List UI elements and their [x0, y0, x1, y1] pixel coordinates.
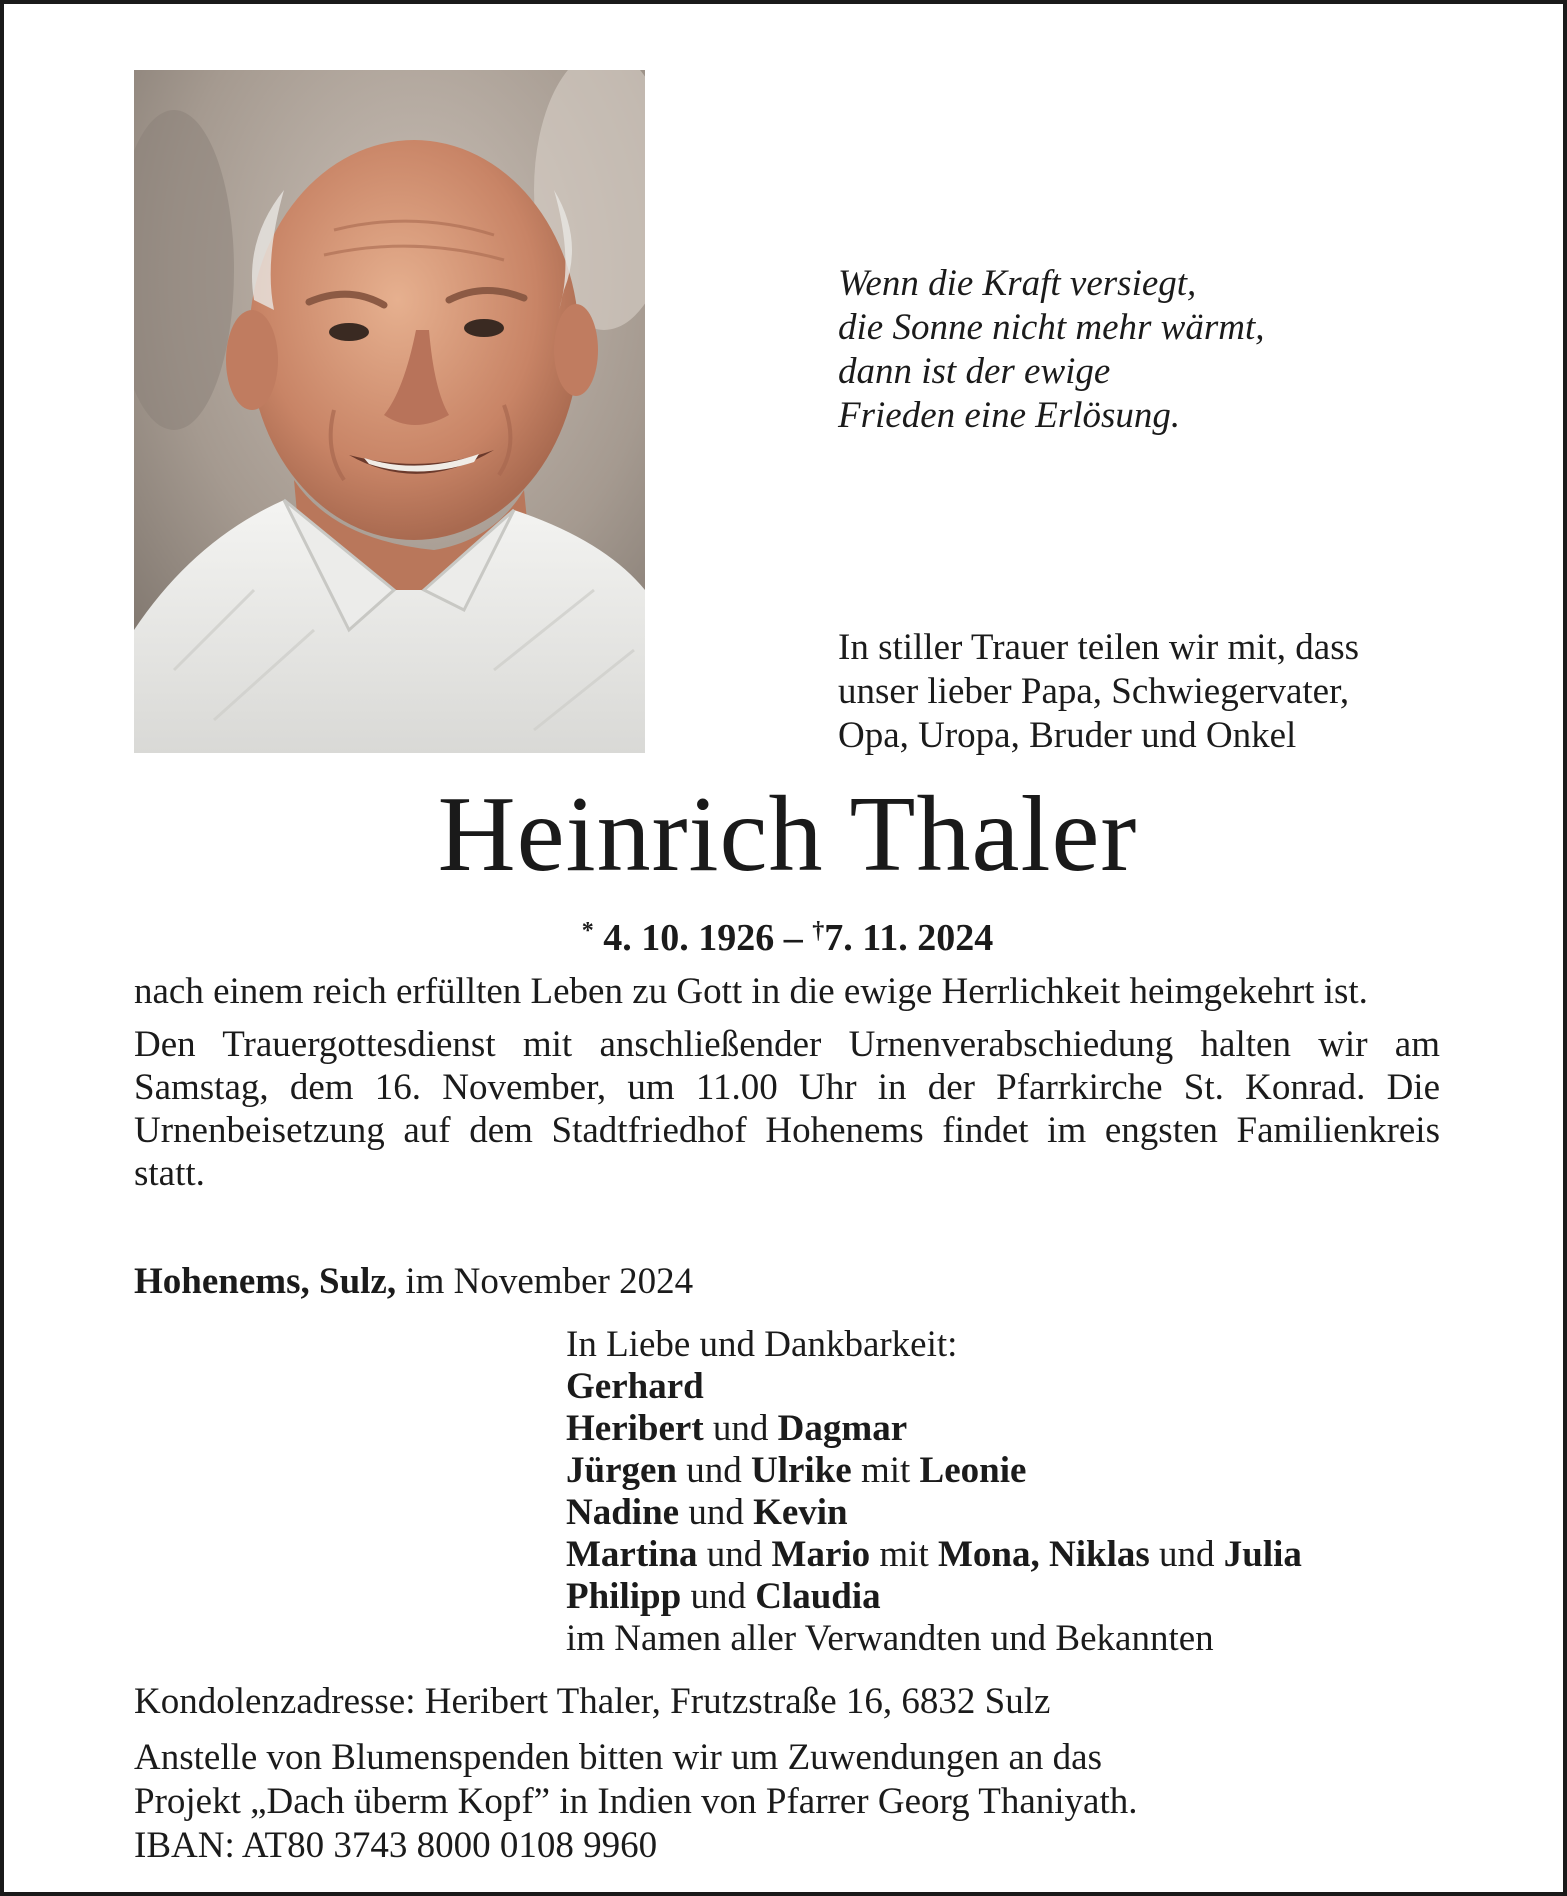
- donation-iban: IBAN: AT80 3743 8000 0108 9960: [134, 1825, 658, 1866]
- family-member-name: Julia: [1223, 1534, 1302, 1575]
- family-connector: und: [697, 1534, 772, 1575]
- family-member-name: Dagmar: [777, 1408, 908, 1449]
- family-heading: In Liebe und Dankbarkeit:: [566, 1324, 958, 1365]
- family-line: [566, 1366, 1302, 1408]
- poem-line: Frieden eine Erlösung.: [838, 395, 1181, 436]
- poem-line: dann ist der ewige: [838, 351, 1111, 392]
- deceased-name: Heinrich Thaler: [437, 775, 1138, 894]
- family-line: [566, 1492, 1302, 1534]
- family-line: [566, 1576, 1302, 1618]
- donation-request: [134, 1736, 1138, 1868]
- family-line: [566, 1408, 1302, 1450]
- family-connector: und: [677, 1450, 751, 1491]
- intro-text: [838, 626, 1498, 758]
- family-connector: und: [703, 1408, 778, 1449]
- poem-line: Wenn die Kraft versiegt,: [838, 263, 1197, 304]
- date-separator: –: [783, 917, 803, 959]
- body-paragraph: Den Trauergottesdienst mit anschließender Urnenverabschiedung halten wir am Samstag, dem 16. November, um 11.00 Uhr in der Pfarrkirche St. Konrad. Die Urnenbeisetzung auf dem Stadtfriedhof Hohenems findet im engsten Familienkreis statt.: [134, 1024, 1440, 1194]
- portrait-photo: [134, 70, 645, 753]
- family-member-name: Martina: [566, 1534, 698, 1575]
- intro-line: unser lieber Papa, Schwiegervater,: [838, 671, 1350, 712]
- family-connector: und: [1149, 1534, 1224, 1575]
- portrait-image: [134, 70, 645, 753]
- family-line: [566, 1534, 1302, 1576]
- donation-line: Projekt „Dach überm Kopf” in Indien von Pfarrer Georg Thaniyath.: [134, 1781, 1138, 1822]
- death-symbol: †: [812, 918, 825, 944]
- family-connector: mit: [870, 1534, 938, 1575]
- death-date: 7. 11. 2024: [824, 917, 994, 959]
- intro-line: Opa, Uropa, Bruder und Onkel: [838, 715, 1297, 756]
- family-member-name: Ulrike: [751, 1450, 852, 1491]
- family-lines: [566, 1366, 1302, 1618]
- poem: [838, 262, 1478, 438]
- family-member-name: Gerhard: [566, 1366, 704, 1407]
- birth-symbol: *: [581, 918, 594, 944]
- family-connector: und: [681, 1576, 756, 1617]
- poem-line: die Sonne nicht mehr wärmt,: [838, 307, 1265, 348]
- family-connector: und: [679, 1492, 754, 1533]
- birth-date: 4. 10. 1926: [603, 917, 775, 959]
- family-closing: im Namen aller Verwandten und Bekannten: [566, 1618, 1214, 1659]
- family-member-name: Leonie: [919, 1450, 1027, 1491]
- family-member-name: Claudia: [755, 1576, 881, 1617]
- life-dates: [4, 907, 1567, 962]
- place-date-line: [134, 1260, 693, 1304]
- condolence-address: Kondolenzadresse: Heribert Thaler, Frutzstraße 16, 6832 Sulz: [134, 1681, 1051, 1722]
- announcement-body: [134, 970, 1440, 1205]
- family-member-name: Nadine: [566, 1492, 680, 1533]
- family-signatures: [566, 1324, 1302, 1660]
- family-member-name: Philipp: [566, 1576, 682, 1617]
- family-member-name: Kevin: [753, 1492, 848, 1533]
- family-member-name: Mario: [771, 1534, 871, 1575]
- donation-line: Anstelle von Blumenspenden bitten wir um Zuwendungen an das: [134, 1737, 1102, 1778]
- body-paragraph: nach einem reich erfüllten Leben zu Gott in die ewige Herrlichkeit heimgekehrt ist.: [134, 971, 1368, 1012]
- place-locations: Hohenems, Sulz,: [134, 1261, 397, 1302]
- family-member-name: Mona, Niklas: [938, 1534, 1150, 1575]
- family-member-name: Jürgen: [566, 1450, 677, 1491]
- family-line: [566, 1450, 1302, 1492]
- intro-line: In stiller Trauer teilen wir mit, dass: [838, 627, 1360, 668]
- family-member-name: Heribert: [566, 1408, 704, 1449]
- place-date: im November 2024: [405, 1261, 694, 1302]
- family-connector: mit: [851, 1450, 920, 1491]
